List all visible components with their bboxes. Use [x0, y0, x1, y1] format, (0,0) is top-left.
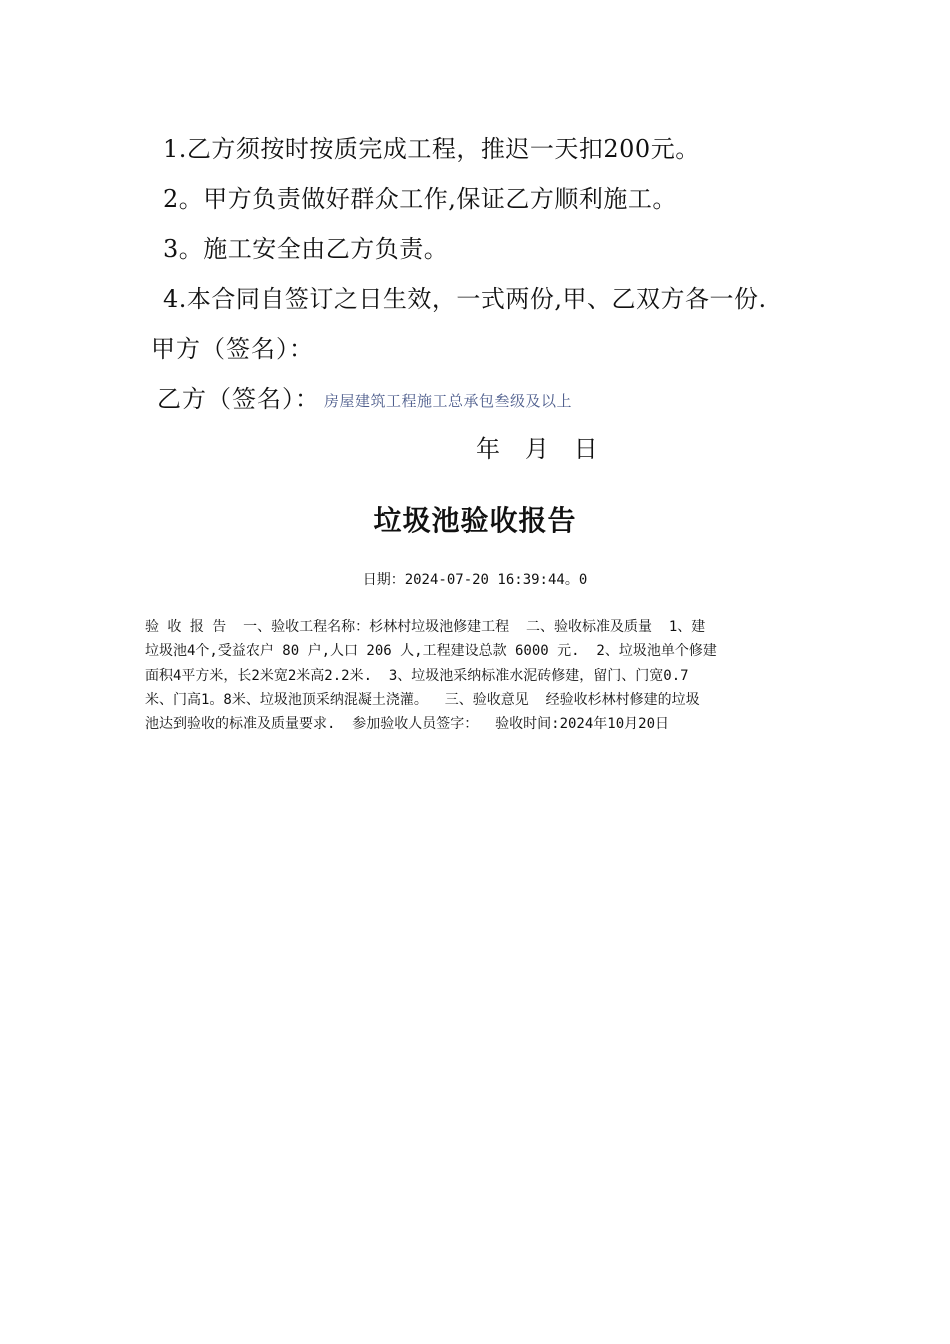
party-a-signature-line — [151, 334, 314, 364]
report-title: 垃圾池验收报告 — [373, 504, 577, 537]
signature-date-line: 年 月 日 — [476, 435, 599, 463]
report-body-line: 面积4平方米，长2米宽2米高2.2米. 3、垃圾池采纳标准水泥砖修建，留门、门宽0.7 — [145, 667, 689, 684]
party-a-label: 甲方（签名）： — [151, 335, 314, 363]
report-body-line: 垃圾池4个,受益农户 80 户,人口 206 人,工程建设总款 6000 元. 2、垃圾池单个修建 — [145, 643, 717, 660]
report-date: 日期：2024-07-20 16:39:44。0 — [362, 572, 588, 588]
report-body — [145, 615, 805, 736]
party-b-label: 乙方（签名）： — [157, 385, 320, 413]
report-body-line: 验 收 报 告 一、验收工程名称：杉林村垃圾池修建工程 二、验收标准及质量 1、建 — [145, 619, 706, 635]
contract-clause-4: 4.本合同自签订之日生效，一式两份,甲、乙双方各一份. — [163, 285, 767, 313]
contract-clause-3: 3。施工安全由乙方负责。 — [163, 235, 449, 263]
report-body-line: 米、门高1。8米、垃圾池顶采纳混凝土浇灌。 三、验收意见 经验收杉林村修建的垃圾 — [145, 691, 700, 708]
contract-clause-2: 2。甲方负责做好群众工作,保证乙方顺利施工。 — [163, 185, 677, 213]
report-body-line: 池达到验收的标准及质量要求. 参加验收人员签字： 验收时间:2024年10月20日 — [145, 716, 670, 733]
contract-clause-1: 1.乙方须按时按质完成工程，推迟一天扣200元。 — [163, 135, 700, 163]
party-b-qualification-note: 房屋建筑工程施工总承包叁级及以上 — [324, 391, 573, 410]
party-b-signature-line — [157, 384, 572, 416]
